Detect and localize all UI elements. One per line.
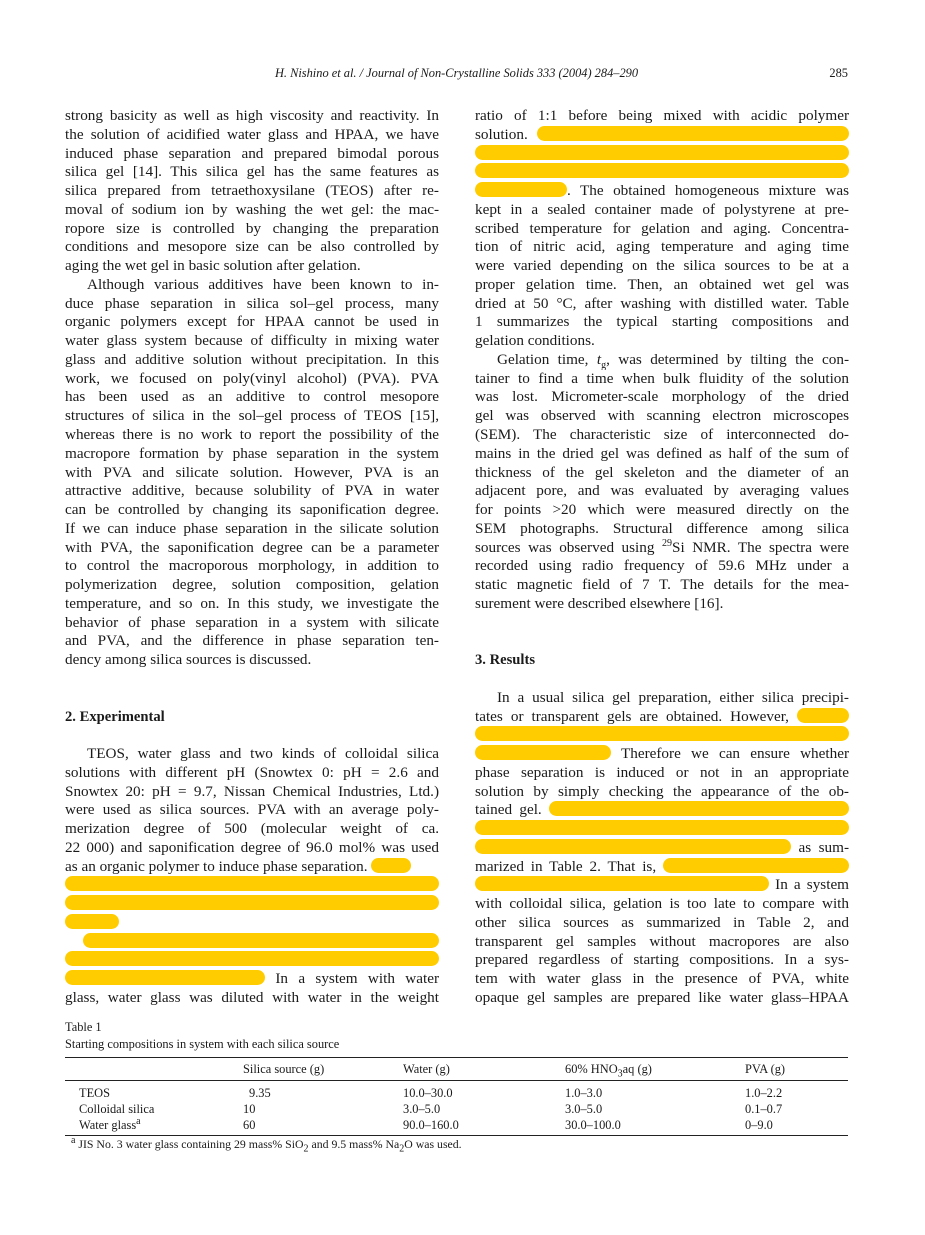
- table-1: [65, 1019, 848, 1155]
- text-line: aging the wet gel in basic solution after gelation.: [65, 257, 361, 275]
- text-line: If we can induce phase separation in the silicate solution: [65, 519, 439, 537]
- text-line: tion of nitric acid, aging temperature and aging time: [475, 238, 849, 256]
- text-line: for points >20 which were measured directly on the: [475, 501, 849, 519]
- text-line: whereas there is no work to report the possibility of the: [65, 426, 439, 444]
- text-line: attractive additive, because solubility of PVA in water: [65, 482, 439, 500]
- text-line: static magnetic field of 7 T. The details for the mea-: [475, 576, 849, 594]
- text-line: [65, 895, 439, 914]
- text-line: macropore formation by phase separation in the system: [65, 444, 439, 462]
- text-line: were used as silica sources. PVA with an average poly-: [65, 801, 439, 819]
- text-line: tained gel.: [475, 801, 849, 820]
- text-line: [475, 726, 849, 745]
- redaction-highlight: [65, 914, 119, 929]
- text-line: mains in the dried gel was defined as half of the sum of: [475, 444, 849, 462]
- table-header-row: [65, 1058, 848, 1080]
- text-line: and PVA, and the difference in phase separation ten-: [65, 632, 439, 650]
- redaction-highlight: [549, 801, 849, 816]
- table-caption: Starting compositions in system with each silica source: [65, 1037, 340, 1051]
- text-line: behavior of phase separation in a system with silicate: [65, 613, 439, 631]
- redaction-highlight: [475, 745, 611, 760]
- section-heading-results: 3. Results: [475, 652, 535, 669]
- text-line: sources was observed using $^{29}$Si NMR. The spectra were: [475, 538, 849, 556]
- redaction-highlight: [537, 126, 849, 141]
- text-line: [475, 163, 849, 182]
- text-line: SEM photographs. Structural difference among silica: [475, 519, 849, 537]
- table-row: TEOS 9.35 10.0–30.0 1.0–3.0 1.0–2.2: [79, 1086, 783, 1100]
- text-line: ratio of 1:1 before being mixed with acidic polymer: [475, 107, 849, 124]
- text-line: organic polymers except for HPAA cannot be used in: [65, 313, 439, 331]
- text-line: [65, 914, 439, 933]
- text-line: marized in Table 2. That is,: [475, 858, 849, 877]
- text-line: (SEM). The characteristic size of interconnected do-: [475, 426, 849, 444]
- text-line: temperature, and so on. In this study, we investigate the: [65, 594, 439, 612]
- text-line: glass, water glass was diluted with water in the weight: [65, 988, 439, 1006]
- text-line: merization degree of 500 (molecular weight of ca.: [65, 820, 439, 838]
- text-line: induced phase separation and prepared bimodal porous: [65, 144, 439, 162]
- redaction-highlight: [475, 726, 849, 741]
- text-line: opaque gel samples are prepared like water glass–HPAA: [475, 988, 849, 1006]
- text-line: [65, 933, 439, 952]
- redaction-highlight: [475, 839, 791, 854]
- redaction-highlight: [663, 858, 849, 873]
- text-line: Therefore we can ensure whether: [475, 745, 849, 764]
- page-number: 285: [829, 66, 848, 80]
- text-line: tates or transparent gels are obtained. However,: [475, 708, 849, 727]
- text-line: can be controlled by changing its saponification degree.: [65, 501, 439, 519]
- text-line: solution by simply checking the appearance of the ob-: [475, 782, 849, 800]
- column-header: Silica source (g): [243, 1062, 325, 1076]
- text-line: with PVA and silicate solution. However, PVA is an: [65, 463, 439, 481]
- running-header: [65, 66, 848, 86]
- table-label: Table 1: [65, 1020, 102, 1034]
- text-line: recorded using radio frequency of 59.6 MHz under a: [475, 557, 849, 575]
- redaction-highlight: [65, 895, 439, 910]
- text-line: kept in a sealed container made of polystyrene at pre-: [475, 200, 849, 218]
- text-line: In a usual silica gel preparation, either silica precipi-: [497, 688, 849, 706]
- redaction-highlight: [371, 858, 411, 873]
- text-line: conditions and mesopore size can be also controlled by: [65, 238, 439, 256]
- text-line: solution.: [475, 126, 849, 145]
- text-line: TEOS, water glass and two kinds of colloidal silica: [87, 745, 439, 763]
- redaction-highlight: [83, 933, 439, 948]
- redaction-highlight: [65, 876, 439, 891]
- text-line: moval of sodium ion by washing the wet gel: the mac-: [65, 200, 439, 218]
- text-line: transparent gel samples without macropores are also: [475, 932, 849, 950]
- text-line: was lost. Micrometer-scale morphology of the dried: [475, 388, 849, 406]
- text-line: silica prepared from tetraethoxysilane (TEOS) after re-: [65, 182, 439, 200]
- text-line: Snowtex 20: pH = 9.7, Nissan Chemical Industries, Ltd.): [65, 782, 439, 800]
- left-column: [65, 107, 439, 1008]
- text-line: duce phase separation in silica sol–gel process, many: [65, 294, 439, 312]
- section-heading-experimental: 2. Experimental: [65, 708, 165, 725]
- redaction-highlight: [475, 163, 849, 178]
- text-line: tainer to find a time when bulk fluidity of the solution: [475, 369, 849, 387]
- redaction-highlight: [475, 182, 567, 197]
- column-header: PVA (g): [745, 1062, 786, 1076]
- text-line: scribed temperature for gelation and aging. Concentra-: [475, 219, 849, 237]
- text-line: work, we focused on poly(vinyl alcohol) (PVA). PVA: [65, 369, 439, 387]
- column-header: 60% $HNO_3aq$ (g): [565, 1062, 652, 1080]
- text-line: Although various additives have been known to in-: [87, 275, 439, 293]
- text-line: the solution of acidified water glass and HPAA, we have: [65, 125, 439, 143]
- text-line: as sum-: [475, 839, 849, 858]
- text-line: thickness of the gel skeleton and the diameter of an: [475, 463, 849, 481]
- journal-citation: H. Nishino et al. / Journal of Non-Crystalline Solids 333 (2004) 284–290: [274, 66, 639, 80]
- redaction-highlight: [65, 970, 265, 985]
- text-line: In a system with water: [65, 970, 439, 989]
- text-line: polymerization degree, solution composition, gelation: [65, 576, 439, 594]
- text-line: to control the macroporous morphology, in addition to: [65, 557, 439, 575]
- redaction-highlight: [475, 820, 849, 835]
- text-line: dency among silica sources is discussed.: [65, 651, 312, 669]
- text-line: 22 000) and saponification degree of 96.0 mol% was used: [65, 838, 439, 856]
- text-line: In a system: [475, 876, 849, 895]
- text-line: . The obtained homogeneous mixture was: [475, 182, 849, 201]
- text-line: solutions with different pH (Snowtex 0: pH = 2.6 and: [65, 763, 439, 781]
- text-line: glass and additive solution without precipitation. In this: [65, 350, 439, 368]
- redaction-highlight: [797, 708, 849, 723]
- redaction-highlight: [475, 876, 769, 891]
- text-line: Gelation time, $t_g$, was determined by tilting the con-: [497, 350, 849, 370]
- table-row: Colloidal silica 10 3.0–5.0 3.0–5.0 0.1–0.7: [79, 1102, 783, 1116]
- column-header: Water (g): [403, 1062, 450, 1076]
- text-line: as an organic polymer to induce phase separation.: [65, 858, 439, 877]
- table-row: Water glass$^a$ 60 90.0–160.0 30.0–100.0 0–9.0: [79, 1115, 773, 1132]
- text-line: other silica sources as summarized in Table 2, and: [475, 913, 849, 931]
- text-line: has been used as an additive to control mesopore: [65, 388, 439, 406]
- text-line: with PVA, the saponification degree can be a parameter: [65, 538, 439, 556]
- text-line: gelation conditions.: [475, 332, 595, 350]
- text-line: structures of silica in the sol–gel process of TEOS [15],: [65, 407, 439, 425]
- text-line: surement were described elsewhere [16].: [475, 594, 724, 612]
- text-line: prepared regardless of starting compositions. In a sys-: [475, 951, 849, 969]
- right-column: [475, 107, 849, 1008]
- text-line: phase separation is induced or not in an appropriate: [475, 763, 849, 781]
- text-line: with colloidal silica, gelation is too late to compare with: [475, 895, 849, 913]
- text-line: gel was observed with scanning electron microscopes: [475, 407, 849, 425]
- text-line: strong basicity as well as high viscosity and reactivity. In: [65, 107, 439, 124]
- redaction-highlight: [65, 951, 439, 966]
- text-line: adjacent pore, and was evaluated by averaging values: [475, 482, 849, 500]
- text-line: [65, 951, 439, 970]
- text-line: dried at 50 °C, after washing with distilled water. Table: [475, 294, 849, 312]
- text-line: [65, 876, 439, 895]
- redaction-highlight: [475, 145, 849, 160]
- text-line: tem with water glass in the presence of PVA, white: [475, 970, 849, 988]
- text-line: [475, 145, 849, 164]
- text-line: proper gelation time. Then, an obtained wet gel was: [475, 275, 849, 293]
- text-line: ropore size is controlled by changing the preparation: [65, 219, 439, 237]
- text-line: were varied depending on the silica sources to be at a: [475, 257, 849, 275]
- text-line: [475, 820, 849, 839]
- text-line: 1 summarizes the typical starting compositions and: [475, 313, 849, 331]
- table-footnote: $^a$ JIS No. 3 water glass containing 29 mass% SiO$_2$ and 9.5 mass% $Na_2O$ was used.: [71, 1135, 462, 1155]
- text-line: water glass system because of difficulty in mixing water: [65, 332, 439, 350]
- text-line: silica gel [14]. This silica gel has the same features as: [65, 163, 439, 181]
